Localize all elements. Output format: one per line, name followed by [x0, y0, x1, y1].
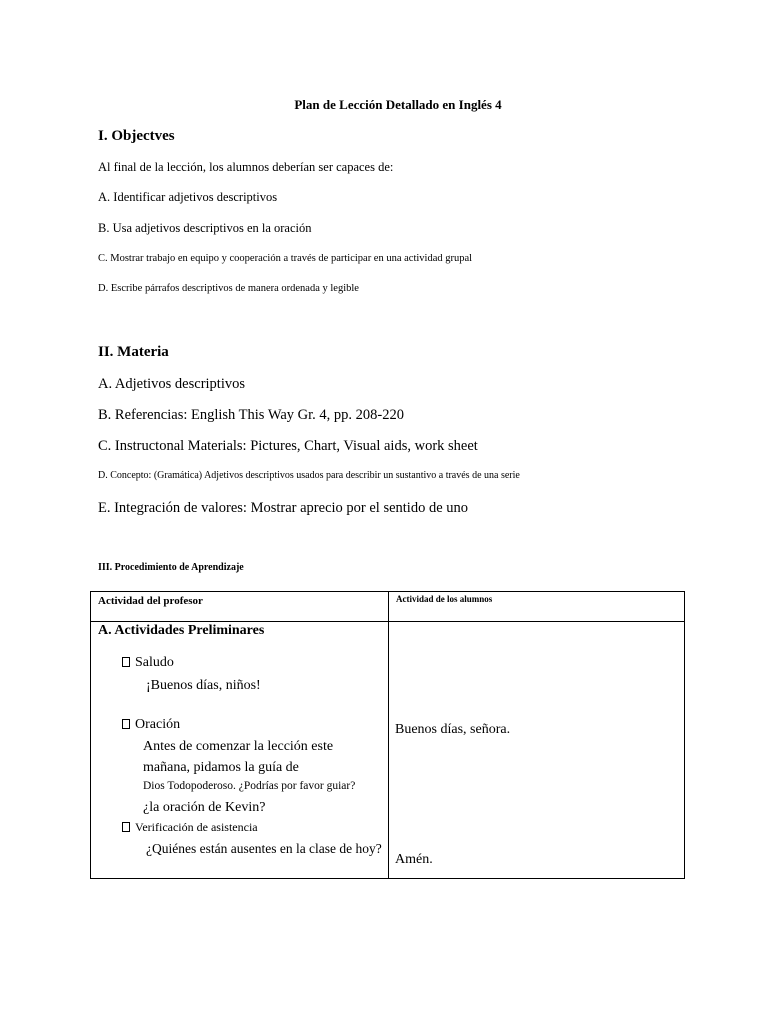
oracion-text-line: ¿la oración de Kevin?	[143, 800, 266, 815]
oracion-text-line: Antes de comenzar la lección este	[143, 739, 334, 754]
oracion-label: Oración	[135, 717, 181, 732]
materia-heading: II. Materia	[98, 344, 169, 360]
objectives-heading: I. Objectves	[98, 128, 175, 144]
oracion-text-line: Dios Todopoderoso. ¿Podrías por favor guiar?	[143, 780, 356, 792]
procedimiento-heading: III. Procedimiento de Aprendizaje	[98, 562, 244, 573]
table-column-divider	[388, 592, 389, 878]
saludo-item	[122, 656, 174, 670]
materia-item: A. Adjetivos descriptivos	[98, 376, 246, 392]
oracion-text-line: mañana, pidamos la guía de	[143, 760, 299, 775]
asistencia-label: Verificación de asistencia	[135, 820, 258, 834]
asistencia-item	[122, 821, 258, 833]
student-reply: Amén.	[395, 852, 433, 867]
materia-item: C. Instructonal Materials: Pictures, Chart, Visual aids, work sheet	[98, 438, 478, 454]
table-header-teacher: Actividad del profesor	[98, 595, 203, 607]
saludo-text: ¡Buenos días, niños!	[146, 678, 261, 693]
oracion-item	[122, 718, 180, 732]
objective-item: B. Usa adjetivos descriptivos en la oración	[98, 221, 312, 235]
checkbox-icon	[122, 822, 130, 832]
objective-item: A. Identificar adjetivos descriptivos	[98, 190, 278, 204]
activities-table	[90, 591, 685, 879]
objectives-intro: Al final de la lección, los alumnos deberían ser capaces de:	[98, 160, 394, 174]
objective-item: C. Mostrar trabajo en equipo y cooperación a través de participar en una actividad grupal	[98, 253, 473, 264]
student-reply: Buenos días, señora.	[395, 722, 511, 737]
materia-item: B. Referencias: English This Way Gr. 4, pp. 208-220	[98, 407, 404, 423]
materia-item: D. Concepto: (Gramática) Adjetivos descriptivos usados para describir un sustantivo a través de una serie	[98, 470, 520, 481]
asistencia-text: ¿Quiénes están ausentes en la clase de hoy?	[146, 841, 382, 856]
section-title: A. Actividades Preliminares	[98, 623, 265, 638]
table-header-divider	[91, 621, 684, 622]
checkbox-icon	[122, 719, 130, 729]
checkbox-icon	[122, 657, 130, 667]
document-title: Plan de Lección Detallado en Inglés 4	[294, 97, 502, 112]
objective-item: D. Escribe párrafos descriptivos de manera ordenada y legible	[98, 283, 359, 294]
table-header-students: Actividad de los alumnos	[396, 594, 493, 604]
materia-item: E. Integración de valores: Mostrar aprecio por el sentido de uno	[98, 500, 469, 516]
saludo-label: Saludo	[135, 655, 174, 670]
